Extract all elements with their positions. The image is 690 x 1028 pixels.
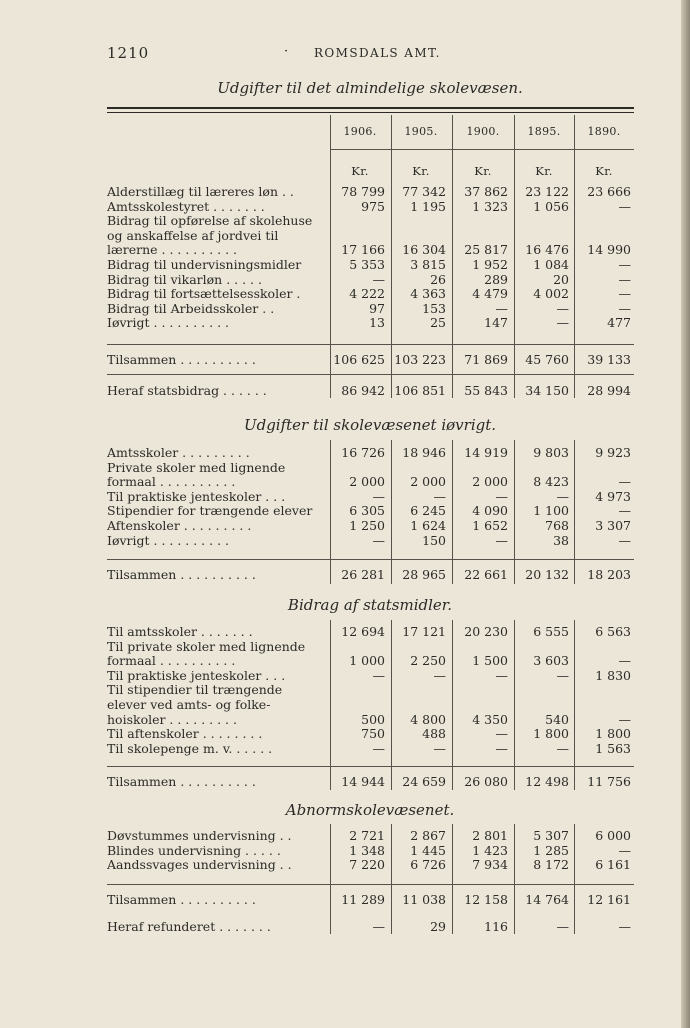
value-cell: — — [372, 488, 385, 504]
value-cell: 16 726 — [341, 445, 385, 460]
page-number: 1210 — [107, 44, 150, 62]
value-cell: 1 056 — [533, 198, 569, 214]
value-cell: 18 946 — [402, 445, 446, 460]
year-header: 1906. — [343, 125, 377, 138]
value-cell: 6 726 — [410, 857, 446, 873]
column-divider — [574, 620, 575, 790]
value-cell: — — [556, 740, 569, 756]
value-cell: 4 973 — [595, 488, 631, 504]
value-cell: 23 666 — [587, 184, 631, 199]
row-label: Til skolepenge m. v. . . . . . — [107, 740, 273, 756]
value-cell: 20 — [553, 271, 569, 287]
value-cell: 4 222 — [349, 286, 385, 302]
row-label: Til praktiske jenteskoler . . . — [107, 488, 286, 504]
value-cell: 20 230 — [464, 624, 508, 639]
value-cell: 1 800 — [533, 726, 569, 742]
value-cell: 4 002 — [533, 286, 569, 302]
row-label: Blindes undervisning . . . . . — [107, 842, 281, 858]
value-cell: 16 476 — [525, 242, 569, 258]
total-cell: 28 965 — [402, 567, 446, 582]
total-cell: 34 150 — [525, 383, 569, 398]
main-title: Udgifter til det almindelige skolevæsen. — [217, 79, 523, 97]
total-cell: 11 289 — [341, 892, 385, 907]
value-cell: 2 801 — [472, 828, 508, 843]
total-cell: — — [618, 919, 631, 934]
value-cell: 1 500 — [472, 653, 508, 669]
value-cell: 38 — [553, 532, 569, 548]
column-divider — [391, 620, 392, 790]
row-label: Private skoler med lignende — [107, 459, 286, 475]
total-cell: 39 133 — [587, 352, 631, 367]
value-cell: — — [618, 271, 631, 287]
value-cell: — — [618, 503, 631, 519]
value-cell: 1 250 — [349, 518, 385, 533]
total-cell: 24 659 — [402, 774, 446, 789]
row-label: Bidrag til vikarløn . . . . . — [107, 271, 262, 287]
running-title: ROMSDALS AMT. — [314, 46, 441, 60]
value-cell: 147 — [484, 315, 508, 331]
value-cell: 78 799 — [341, 184, 385, 199]
value-cell: 768 — [545, 518, 569, 533]
value-cell: — — [618, 474, 631, 490]
total-rule — [107, 374, 634, 375]
total-cell: 14 944 — [341, 774, 385, 789]
value-cell: 7 934 — [472, 857, 508, 873]
total-cell: 29 — [430, 919, 446, 934]
total-cell: 12 158 — [464, 892, 508, 907]
value-cell: 17 166 — [341, 242, 385, 258]
row-label: Iøvrigt . . . . . . . . . . — [107, 532, 229, 548]
total-cell: 106 851 — [394, 383, 446, 398]
value-cell: — — [433, 740, 446, 756]
value-cell: — — [495, 300, 508, 316]
row-label: og anskaffelse af jordvei til — [107, 227, 279, 243]
value-cell: 14 919 — [464, 445, 508, 460]
total-cell: 12 161 — [587, 892, 631, 907]
value-cell: 289 — [484, 271, 508, 287]
year-header: 1890. — [587, 125, 621, 138]
row-label: lærerne . . . . . . . . . . — [107, 242, 238, 258]
row-label: formaal . . . . . . . . . . — [107, 474, 236, 490]
value-cell: 500 — [361, 711, 385, 727]
value-cell: — — [433, 667, 446, 683]
value-cell: 3 603 — [533, 653, 569, 669]
row-label: Bidrag til opførelse af skolehuse — [107, 213, 313, 229]
value-cell: 2 250 — [410, 653, 446, 669]
total-cell: 26 080 — [464, 774, 508, 789]
top-rule — [107, 107, 634, 109]
column-divider — [330, 620, 331, 790]
value-cell: 6 305 — [349, 503, 385, 519]
value-cell: 6 000 — [595, 828, 631, 843]
currency-label: Kr. — [412, 164, 430, 178]
currency-label: Kr. — [474, 164, 492, 178]
row-label: hoiskoler . . . . . . . . . — [107, 711, 237, 727]
row-label: Amtsskoler . . . . . . . . . — [107, 445, 250, 460]
value-cell: 1 652 — [472, 518, 508, 533]
total-cell: 18 203 — [587, 567, 631, 582]
total-cell: — — [372, 919, 385, 934]
value-cell: 1 323 — [472, 198, 508, 214]
value-cell: 9 803 — [533, 445, 569, 460]
total-cell: 55 843 — [464, 383, 508, 398]
value-cell: 14 990 — [587, 242, 631, 258]
value-cell: 4 363 — [410, 286, 446, 302]
total-cell: 14 764 — [525, 892, 569, 907]
value-cell: 77 342 — [402, 184, 446, 199]
value-cell: — — [618, 532, 631, 548]
value-cell: — — [556, 667, 569, 683]
row-label: Stipendier for trængende elever — [107, 503, 313, 519]
value-cell: — — [618, 257, 631, 272]
total-label: Tilsammen . . . . . . . . . . — [107, 774, 256, 789]
header-divider — [330, 149, 634, 150]
header-dot: · — [284, 44, 289, 59]
total-cell: 103 223 — [394, 352, 446, 367]
value-cell: 1 563 — [595, 740, 631, 756]
total-cell: 106 625 — [333, 352, 385, 367]
row-label: elever ved amts- og folke- — [107, 697, 271, 712]
value-cell: 6 563 — [595, 624, 631, 639]
value-cell: — — [618, 842, 631, 858]
value-cell: 97 — [369, 300, 385, 316]
value-cell: — — [433, 488, 446, 504]
row-label: Til amtsskoler . . . . . . . — [107, 624, 253, 639]
total-label: Tilsammen . . . . . . . . . . — [107, 892, 256, 907]
section-title: Bidrag af statsmidler. — [287, 596, 453, 614]
value-cell: 17 121 — [402, 624, 446, 639]
currency-label: Kr. — [351, 164, 369, 178]
value-cell: 1 830 — [595, 667, 631, 683]
row-label: Til stipendier til trængende — [107, 682, 283, 698]
value-cell: 1 624 — [410, 518, 446, 533]
value-cell: 37 862 — [464, 184, 508, 199]
value-cell: — — [618, 653, 631, 669]
row-label: Bidrag til Arbeidsskoler . . — [107, 300, 275, 316]
section-title: Udgifter til skolevæsenet iøvrigt. — [243, 416, 497, 434]
value-cell: — — [618, 711, 631, 727]
total-label: Tilsammen . . . . . . . . . . — [107, 352, 256, 367]
value-cell: — — [495, 488, 508, 504]
value-cell: 2 000 — [349, 474, 385, 490]
row-label: Bidrag til undervisningsmidler — [107, 257, 302, 272]
value-cell: 8 423 — [533, 474, 569, 490]
value-cell: 488 — [422, 726, 446, 742]
value-cell: 1 000 — [349, 653, 385, 669]
value-cell: — — [556, 315, 569, 331]
value-cell: 16 304 — [402, 242, 446, 258]
value-cell: 4 479 — [472, 286, 508, 302]
value-cell: 1 952 — [472, 257, 508, 272]
value-cell: 1 348 — [349, 842, 385, 858]
currency-label: Kr. — [535, 164, 553, 178]
value-cell: 1 800 — [595, 726, 631, 742]
value-cell: — — [495, 726, 508, 742]
top-rule-thin — [107, 112, 634, 113]
value-cell: 25 — [430, 315, 446, 331]
value-cell: 6 245 — [410, 503, 446, 519]
value-cell: 6 161 — [595, 857, 631, 873]
value-cell: 9 923 — [595, 445, 631, 460]
value-cell: 150 — [422, 532, 446, 548]
value-cell: 3 815 — [410, 257, 446, 272]
value-cell: — — [618, 300, 631, 316]
row-label: Iøvrigt . . . . . . . . . . — [107, 315, 229, 331]
value-cell: — — [372, 740, 385, 756]
value-cell: 26 — [430, 271, 446, 287]
value-cell: 2 867 — [410, 828, 446, 843]
value-cell: 2 000 — [410, 474, 446, 490]
value-cell: — — [618, 198, 631, 214]
total-label: Heraf refunderet . . . . . . . — [107, 919, 271, 934]
value-cell: 5 353 — [349, 257, 385, 272]
value-cell: 2 721 — [349, 828, 385, 843]
total-rule — [107, 344, 634, 345]
total-cell: 45 760 — [525, 352, 569, 367]
row-label: formaal . . . . . . . . . . — [107, 653, 236, 669]
value-cell: 4 090 — [472, 503, 508, 519]
total-cell: 20 132 — [525, 567, 569, 582]
total-cell: 26 281 — [341, 567, 385, 582]
value-cell: — — [556, 300, 569, 316]
row-label: Bidrag til fortsættelsesskoler . — [107, 286, 301, 302]
row-label: Til aftenskoler . . . . . . . . — [107, 726, 263, 742]
value-cell: — — [372, 271, 385, 287]
year-header: 1900. — [466, 125, 500, 138]
value-cell: 25 817 — [464, 242, 508, 258]
value-cell: 540 — [545, 711, 569, 727]
value-cell: — — [372, 667, 385, 683]
value-cell: — — [618, 286, 631, 302]
value-cell: — — [372, 532, 385, 548]
total-label: Heraf statsbidrag . . . . . . — [107, 383, 267, 398]
total-cell: 116 — [484, 919, 508, 934]
section-title: Abnormskolevæsenet. — [285, 801, 455, 819]
value-cell: 12 694 — [341, 624, 385, 639]
value-cell: — — [495, 740, 508, 756]
total-cell: 11 038 — [402, 892, 446, 907]
total-rule — [107, 559, 634, 560]
column-divider — [452, 620, 453, 790]
year-header: 1895. — [527, 125, 561, 138]
value-cell: 2 000 — [472, 474, 508, 490]
value-cell: 7 220 — [349, 857, 385, 873]
row-label: Alderstillæg til læreres løn . . — [107, 184, 294, 199]
value-cell: 477 — [607, 315, 631, 331]
value-cell: 1 445 — [410, 842, 446, 858]
value-cell: — — [495, 667, 508, 683]
value-cell: 1 100 — [533, 503, 569, 519]
row-label: Amtsskolestyret . . . . . . . — [107, 198, 265, 214]
total-cell: 71 869 — [464, 352, 508, 367]
value-cell: 1 195 — [410, 198, 446, 214]
total-cell: 28 994 — [587, 383, 631, 398]
total-label: Tilsammen . . . . . . . . . . — [107, 567, 256, 582]
row-label: Til private skoler med lignende — [107, 638, 306, 654]
value-cell: 1 084 — [533, 257, 569, 272]
year-header: 1905. — [404, 125, 438, 138]
total-cell: 86 942 — [341, 383, 385, 398]
value-cell: — — [556, 488, 569, 504]
currency-label: Kr. — [595, 164, 613, 178]
value-cell: 153 — [422, 300, 446, 316]
value-cell: 750 — [361, 726, 385, 742]
value-cell: 13 — [369, 315, 385, 331]
row-label: Aandssvages undervisning . . — [107, 857, 292, 873]
value-cell: 975 — [361, 198, 385, 214]
value-cell: 6 555 — [533, 624, 569, 639]
value-cell: — — [495, 532, 508, 548]
row-label: Til praktiske jenteskoler . . . — [107, 667, 286, 683]
row-label: Aftenskoler . . . . . . . . . — [107, 518, 252, 533]
total-cell: — — [556, 919, 569, 934]
value-cell: 3 307 — [595, 518, 631, 533]
total-cell: 12 498 — [525, 774, 569, 789]
value-cell: 4 800 — [410, 711, 446, 727]
total-cell: 11 756 — [587, 774, 631, 789]
total-rule — [107, 766, 634, 767]
total-cell: 22 661 — [464, 567, 508, 582]
value-cell: 8 172 — [533, 857, 569, 873]
row-label: Døvstummes undervisning . . — [107, 828, 292, 843]
value-cell: 1 423 — [472, 842, 508, 858]
page-edge — [681, 0, 690, 1028]
value-cell: 23 122 — [525, 184, 569, 199]
value-cell: 5 307 — [533, 828, 569, 843]
value-cell: 1 285 — [533, 842, 569, 858]
column-divider — [514, 620, 515, 790]
total-rule — [107, 884, 634, 885]
value-cell: 4 350 — [472, 711, 508, 727]
